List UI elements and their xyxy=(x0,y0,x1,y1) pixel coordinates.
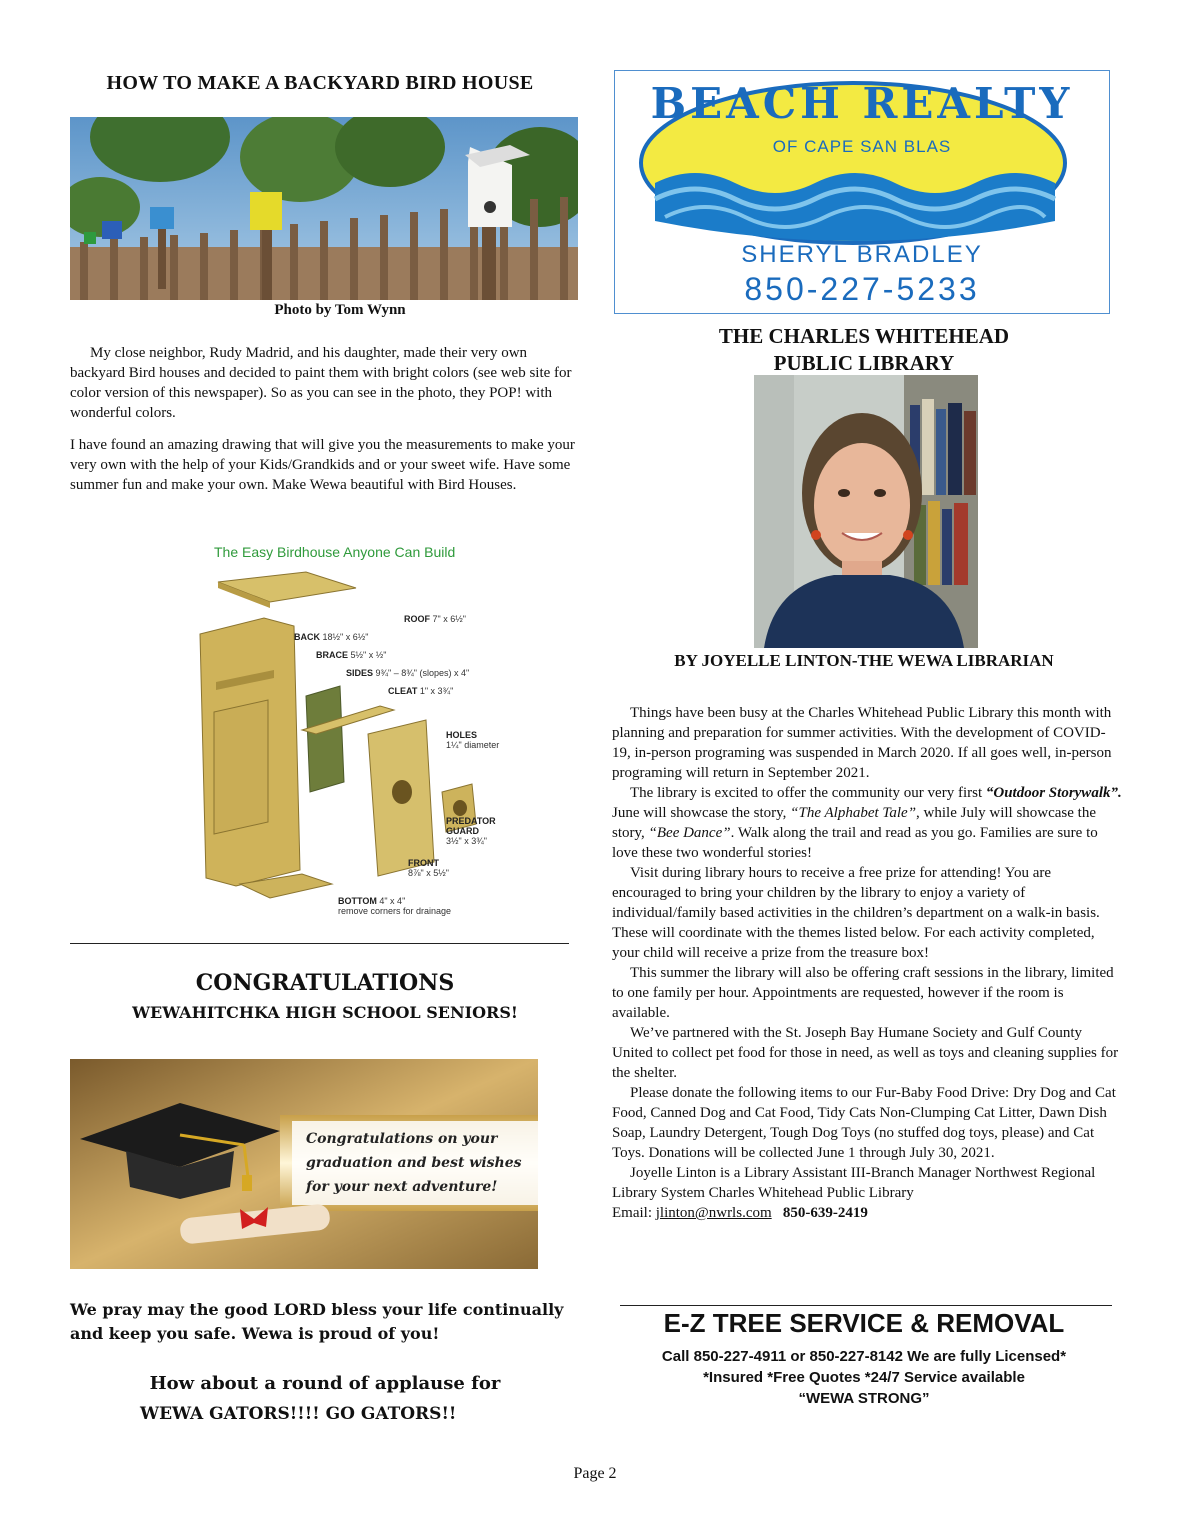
library-para-6: Please donate the following items to our Fur-Baby Food Drive: Dry Dog and Cat Food, Canned Dog and Cat Food, Tidy Cats Non-Clumping Cat Litter, Dawn Dish Soap, Laundry Detergent, Tough Dog Toys (no stuffed dog toys, please) and Cat Toys. Donations will be collected June 1 through July 30, 2021. xyxy=(612,1085,1116,1161)
page-number: Page 2 xyxy=(573,1465,617,1482)
birdhouse-article xyxy=(70,343,580,507)
photo-caption: Photo by Tom Wynn xyxy=(274,302,406,318)
ad-brand: BEACH REALTY xyxy=(650,79,1074,128)
diagram-title: The Easy Birdhouse Anyone Can Build xyxy=(214,544,456,560)
ez-line-1: Call 850-227-4911 or 850-227-8142 We are fully Licensed* xyxy=(661,1348,1067,1365)
ez-tree-title: E-Z TREE SERVICE & REMOVAL xyxy=(663,1308,1065,1338)
ad-phone: 850-227-5233 xyxy=(744,271,980,307)
section-divider xyxy=(70,943,569,944)
applause-line-1: How about a round of applause for xyxy=(149,1373,501,1394)
ez-tree-details xyxy=(614,1346,1114,1409)
congrats-heading: CONGRATULATIONS xyxy=(195,970,455,996)
ad-divider xyxy=(620,1305,1112,1306)
label-cleat: CLEAT 1" x 3¾" xyxy=(388,686,454,696)
label-bottom: BOTTOM 4" x 4" remove corners for drainage xyxy=(338,896,452,916)
library-para-4: This summer the library will also be offering craft sessions in the library, limited to one family per hour. Appointments are requested, however if the room is available. xyxy=(612,965,1114,1021)
label-roof: ROOF 7" x 6½" xyxy=(404,614,466,624)
label-predator-guard: PREDATOR GUARD 3½" x 3¾" xyxy=(446,816,496,846)
birdhouse-diagram xyxy=(190,540,530,925)
library-byline: BY JOYELLE LINTON-THE WEWA LIBRARIAN xyxy=(674,651,1054,670)
beach-realty-ad xyxy=(614,70,1110,314)
ad-subtitle: OF CAPE SAN BLAS xyxy=(772,137,952,156)
library-para-3: Visit during library hours to receive a free prize for attending! You are encouraged to bring your children by the library to enjoy a variety of individual/family based activities in the children’s department on a walk-in basis. These will coordinate with the themes listed below. For each activity completed, your child will receive a prize from the treasure box! xyxy=(612,865,1100,961)
ez-line-3: “WEWA STRONG” xyxy=(798,1390,930,1407)
birdhouse-heading: HOW TO MAKE A BACKYARD BIRD HOUSE xyxy=(106,72,534,94)
label-front: FRONT 8⅞" x 5½" xyxy=(408,858,449,878)
library-para-7: Joyelle Linton is a Library Assistant III-Branch Manager Northwest Regional Library System Charles Whitehead Public Library xyxy=(612,1165,1096,1201)
email-link[interactable]: jlinton@nwrls.com xyxy=(655,1205,772,1221)
library-para-1: Things have been busy at the Charles Whitehead Public Library this month with planning and preparation for summer activities. With the development of COVID-19, in-person programing was suspended in March 2020. If all goes well, in-person programing will return in September 2021. xyxy=(612,705,1112,781)
grad-card-line-3: for your next adventure! xyxy=(306,1179,498,1195)
label-sides: SIDES 9¾" – 8¾" (slopes) x 4" xyxy=(346,668,470,678)
library-contact: Email: jlinton@nwrls.com 850-639-2419 xyxy=(612,1205,868,1221)
library-para-5: We’ve partnered with the St. Joseph Bay Humane Society and Gulf County United to collect pet food for those in need, as well as toys and cleaning supplies for the shelter. xyxy=(612,1025,1119,1081)
library-article xyxy=(612,703,1122,1223)
seniors-heading: WEWAHITCHKA HIGH SCHOOL SENIORS! xyxy=(132,1003,518,1022)
grad-card-line-2: graduation and best wishes xyxy=(306,1155,522,1171)
ez-line-2: *Insured *Free Quotes *24/7 Service available xyxy=(703,1369,1025,1386)
applause-line-2: WEWA GATORS!!!! GO GATORS!! xyxy=(140,1404,457,1424)
graduation-card xyxy=(70,1059,538,1269)
ad-agent: SHERYL BRADLEY xyxy=(741,241,983,268)
library-title: THE CHARLES WHITEHEAD PUBLIC LIBRARY xyxy=(718,324,1010,375)
label-back: BACK 18½" x 6½" xyxy=(294,632,369,642)
birdhouse-photo xyxy=(70,117,578,300)
birdhouse-para-2: I have found an amazing drawing that will give you the measurements to make your very own with the help of your Kids/Grandkids and or your sweet wife. Have some summer fun and make your own. Make Wewa beautiful with Bird Houses. xyxy=(70,437,575,493)
grad-card-line-1: Congratulations on your xyxy=(306,1131,498,1147)
label-holes: HOLES 1¼" diameter xyxy=(446,730,500,750)
birdhouse-para-1: My close neighbor, Rudy Madrid, and his daughter, made their very own backyard Bird houses and decided to paint them with bright colors (see web site for color version of this newspaper). So as you can see in the photo, they POP! with wonderful colors. xyxy=(70,345,572,421)
label-brace: BRACE 5½" x ½" xyxy=(316,650,387,660)
librarian-portrait xyxy=(754,375,978,648)
library-para-2: The library is excited to offer the community our very first “Outdoor Storywalk”. June will showcase the story, “The Alphabet Tale”, while July will showcase the story, “Bee Dance”. Walk along the trail and read as you go. Families are sure to love these two wonderful stories! xyxy=(612,785,1122,861)
blessing-text: We pray may the good LORD bless your life continually and keep you safe. Wewa is proud of you! xyxy=(70,1300,564,1343)
